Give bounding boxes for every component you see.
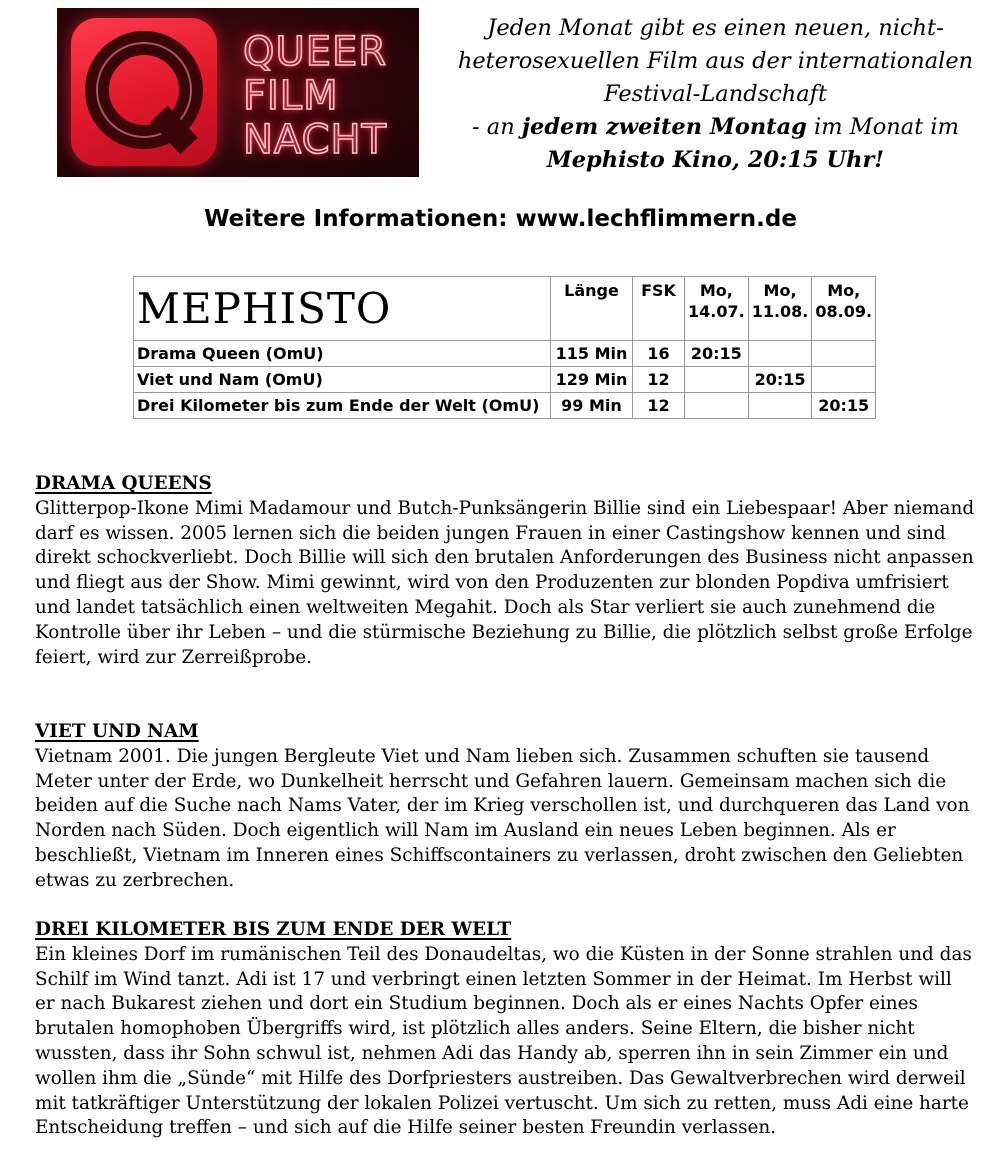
article-body: Glitterpop-Ikone Mimi Madamour und Butch-Punksängerin Billie sind ein Liebespaar! Aber niemand darf es wissen. 2005 lernen sich die beiden jungen Frauen in einer Castingshow kennen und sind direkt schockverliebt. Doch Billie will sich den brutalen Anforderungen des Business nicht anpassen und fliegt aus der Show. Mimi gewinnt, wird von den Produzenten zur blonden Popdiva umfrisiert und landet tatsächlich einen weltweiten Megahit. Doch als Star verliert sie auch zunehmend die Kontrolle über ihr Leben – und die stürmische Beziehung zu Billie, die plötzlich selbst große Erfolge feiert, wird zur Zerreißprobe. [35,497,975,668]
intro-emphasis: Mephisto Kino, 20:15 Uhr! [546,147,885,173]
table-row [134,341,876,367]
table-row [134,367,876,393]
intro-text [430,12,1001,177]
header-date-2: Mo, 11.08. [748,277,812,341]
logo-word-1: QUEER [243,29,388,75]
film-title: Viet und Nam (OmU) [134,367,551,393]
film-length: 129 Min [551,367,633,393]
article-body: Ein kleines Dorf im rumänischen Teil des Donaudeltas, wo die Küsten in der Sonne strahlen und das Schilf im Wind tanzt. Adi ist 17 und verbringt einen letzten Sommer in der Heimat. Im Herbst will er nach Bukarest ziehen und dort ein Studium beginnen. Doch als er eines Nachts Opfer eines brutalen homophoben Übergriffs wird, ist plötzlich alles anders. Seine Eltern, die bisher nicht wussten, dass ihr Sohn schwul ist, nehmen Adi das Handy ab, sperren ihn in sein Zimmer ein und wollen ihm die „Sünde“ mit Hilfe des Dorfpriesters austreiben. Das Gewaltverbrechen wird derweil mit tatkräftiger Unterstützung der lokalen Polizei vertuscht. Um sich zu retten, muss Adi eine harte Entscheidung treffen – und sich auf die Hilfe seiner besten Freundin verlassen. [35,943,972,1139]
article-drama-queens [35,472,975,670]
showtime-2: 20:15 [748,367,812,393]
header-fsk: FSK [633,277,685,341]
article-viet-und-nam [35,720,975,894]
intro-text-part: - an [472,114,522,140]
film-fsk: 12 [633,393,685,419]
article-body: Vietnam 2001. Die jungen Bergleute Viet und Nam lieben sich. Zusammen schuften sie tausend Meter unter der Erde, wo Dunkelheit herrscht und Gefahren lauern. Gemeinsam machen sich die beiden auf die Suche nach Nams Vater, der im Krieg verschollen ist, und durchqueren das Land von Norden nach Süden. Doch eigentlich will Nam im Ausland ein neues Leben beginnen. Als er beschließt, Vietnam im Inneren eines Schiffscontainers zu verlassen, droht zwischen den Geliebten etwas zu zerbrechen. [35,745,970,891]
film-length: 99 Min [551,393,633,419]
header-date-1: Mo, 14.07. [685,277,749,341]
logo-word-2: FILM [243,73,339,119]
q-letter-icon [71,18,217,166]
schedule-table [133,276,876,419]
table-header-row [134,277,876,341]
article-heading: DRAMA QUEENS [35,473,212,494]
intro-line: heterosexuellen Film aus der internationalen [457,48,974,74]
q-logo-tile [71,18,217,166]
showtime-2 [748,341,812,367]
showtime-3 [812,341,876,367]
intro-line: Jeden Monat gibt es einen neuen, nicht- [487,15,944,41]
film-length: 115 Min [551,341,633,367]
film-fsk: 16 [633,341,685,367]
intro-line [430,111,1001,144]
more-info-link[interactable]: Weitere Informationen: www.lechflimmern.de [204,206,797,232]
article-drei-kilometer [35,918,975,1141]
showtime-3 [812,367,876,393]
cinema-name: MEPHISTO [134,277,551,341]
intro-line [430,144,1001,177]
film-title: Drei Kilometer bis zum Ende der Welt (OmU) [134,393,551,419]
showtime-1 [685,393,749,419]
article-heading: DREI KILOMETER BIS ZUM ENDE DER WELT [35,919,512,940]
article-heading: VIET UND NAM [35,721,199,742]
showtime-2 [748,393,812,419]
intro-emphasis: jedem zweiten Montag [521,114,807,140]
header-length: Länge [551,277,633,341]
film-fsk: 12 [633,367,685,393]
film-title: Drama Queen (OmU) [134,341,551,367]
showtime-3: 20:15 [812,393,876,419]
logo-wordmark [243,30,413,162]
table-row [134,393,876,419]
header-date-3: Mo, 08.09. [812,277,876,341]
queer-film-nacht-logo [57,8,419,177]
showtime-1 [685,367,749,393]
logo-word-3: NACHT [243,117,388,163]
showtime-1: 20:15 [685,341,749,367]
intro-line: Festival-Landschaft [603,81,828,107]
intro-text-part: im Monat im [806,114,959,140]
